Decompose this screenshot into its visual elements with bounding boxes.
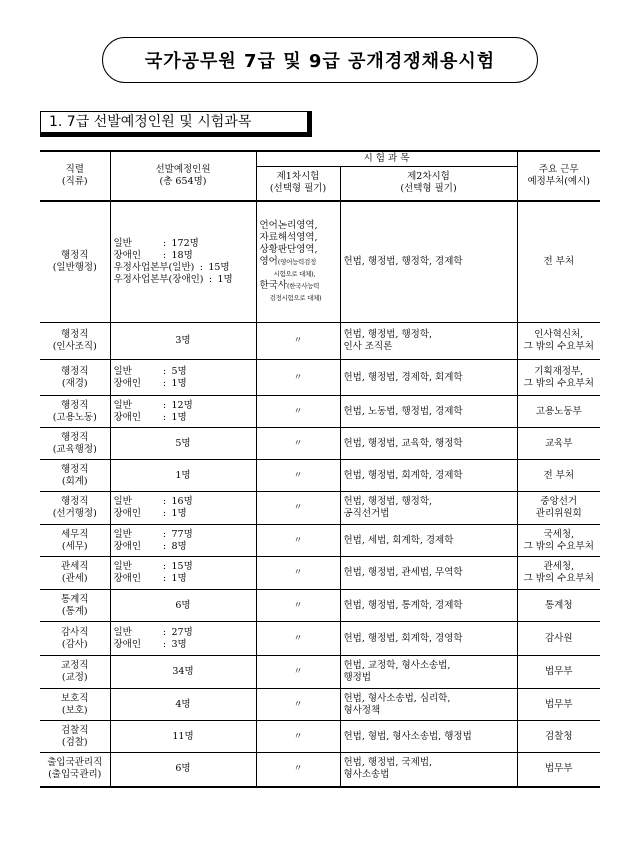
job-subtype: (재경): [61, 377, 88, 389]
english-note-cont: 시험으로 대체),: [273, 269, 316, 278]
recruit-count: 1명: [171, 573, 187, 584]
department-name: 전 부처: [543, 255, 575, 267]
header-department: 주요 근무 예정부처(예시): [517, 151, 600, 201]
table-row: [40, 396, 600, 428]
department-name: 교육부: [544, 437, 573, 449]
first-exam-subjects: [256, 201, 340, 323]
job-name: 행정직: [60, 463, 89, 475]
department-name: 그 밖의 수요부처: [523, 377, 594, 389]
recruit-colon: :: [162, 638, 167, 650]
second-exam-line: 인사 조직론: [343, 341, 393, 352]
table-row: [40, 360, 600, 396]
department-name: 통계청: [544, 599, 573, 611]
job-name: 보호직: [60, 692, 89, 704]
job-name: 교정직: [60, 660, 89, 671]
recruit-cell: [110, 492, 256, 525]
recruit-count: 15명: [208, 261, 230, 273]
recruit-colon: :: [162, 249, 167, 261]
department-cell: [517, 753, 600, 787]
second-exam-subjects: [340, 525, 517, 557]
first-exam-ditto: 〃: [256, 360, 340, 396]
recruit-colon: :: [162, 365, 167, 377]
header-second-exam: 제2차시험 (선택형 필기): [340, 167, 517, 201]
second-exam-line: 헌법, 형법, 형사소송법, 행정법: [343, 730, 472, 742]
recruit-count: 8명: [171, 540, 187, 552]
first-exam-ditto: 〃: [256, 492, 340, 525]
job-subtype: (인사조직): [52, 341, 97, 352]
first-exam-ditto: 〃: [256, 753, 340, 787]
recruit-line: [114, 274, 253, 286]
recruit-line: [114, 529, 253, 541]
department-cell: [517, 590, 600, 622]
department-cell: [517, 525, 600, 557]
second-exam-line: 공직선거법: [343, 508, 390, 519]
second-exam-subjects: [340, 622, 517, 656]
first-exam-line: 자료해석영역,: [259, 231, 318, 243]
first-exam-history: [260, 280, 337, 292]
first-exam-ditto: 〃: [256, 590, 340, 622]
department-name: 중앙선거: [540, 496, 578, 507]
second-exam-subjects: [340, 360, 517, 396]
first-exam-ditto: 〃: [256, 525, 340, 557]
table-row: [40, 492, 600, 525]
department-cell: [517, 689, 600, 721]
table-row: [40, 656, 600, 689]
job-name: 행정직: [60, 431, 89, 443]
recruit-count: 12명: [171, 399, 193, 411]
job-subtype: (교육행정): [52, 443, 97, 455]
recruit-count: 15명: [171, 561, 193, 572]
first-exam-ditto: 〃: [256, 689, 340, 721]
recruit-category: 장애인: [113, 377, 142, 389]
job-name: 감사직: [60, 626, 89, 638]
department-name: 검찰청: [544, 730, 573, 742]
department-name: 법무부: [544, 763, 573, 775]
job-cell: [40, 428, 110, 460]
recruit-colon: :: [162, 626, 167, 638]
recruit-total: 34명: [110, 656, 256, 689]
second-exam-subjects: [340, 201, 517, 323]
second-exam-line: 헌법, 행정법, 행정학, 경제학: [343, 255, 463, 267]
department-name: 법무부: [544, 666, 573, 677]
table-row: [40, 323, 600, 360]
recruit-cell: [110, 360, 256, 396]
department-name: 관세청,: [543, 561, 575, 572]
recruit-category: 일반: [113, 496, 132, 507]
first-exam-line: 언어논리영역,: [259, 219, 318, 231]
second-exam-line: 헌법, 행정법, 통계학, 경제학: [343, 599, 463, 611]
recruit-category: 장애인: [113, 411, 142, 423]
recruit-count: 16명: [171, 496, 193, 507]
second-exam-line: 헌법, 행정법, 회계학, 경영학: [343, 632, 463, 644]
table-row: [40, 721, 600, 753]
recruit-category: 일반: [113, 626, 132, 638]
second-exam-line: 헌법, 행정법, 관세법, 무역학: [343, 567, 463, 578]
job-name: 통계직: [60, 593, 89, 605]
job-name: 행정직: [60, 496, 89, 507]
job-subtype: (보호): [61, 704, 88, 716]
recruit-cell: [110, 622, 256, 656]
recruit-line: [114, 639, 253, 651]
recruit-count: 18명: [171, 249, 193, 261]
recruit-category: 일반: [113, 365, 132, 377]
section-heading: 1. 7급 선발예정인원 및 시험과목: [40, 111, 312, 137]
recruit-count: 5명: [171, 365, 187, 377]
table-row: [40, 557, 600, 590]
job-subtype: (관세): [61, 573, 88, 584]
second-exam-line: 헌법, 교정학, 형사소송법,: [343, 660, 451, 671]
english-label: 영어: [259, 255, 278, 267]
recruit-category: 우정사업본부(장애인): [113, 273, 204, 285]
department-cell: [517, 721, 600, 753]
second-exam-subjects: [340, 557, 517, 590]
recruit-category: 일반: [113, 237, 132, 249]
history-note: (한국사능력: [287, 281, 320, 290]
recruit-line: [114, 561, 253, 573]
second-exam-line: 형사정책: [343, 704, 381, 716]
recruit-count: 172명: [171, 237, 199, 249]
first-exam-ditto: 〃: [256, 460, 340, 492]
second-exam-line: 헌법, 행정법, 교육학, 행정학: [343, 437, 463, 449]
recruit-count: 1명: [171, 411, 187, 423]
job-subtype: (감사): [61, 638, 88, 650]
recruit-colon: :: [199, 261, 203, 273]
job-subtype: (검찰): [61, 736, 88, 748]
recruit-total: 5명: [110, 428, 256, 460]
second-exam-subjects: [340, 590, 517, 622]
job-name: 행정직: [60, 249, 89, 261]
job-cell: [40, 622, 110, 656]
recruit-category: 우정사업본부(일반): [113, 261, 195, 273]
table-row: [40, 590, 600, 622]
department-name: 전 부처: [543, 469, 575, 481]
second-exam-subjects: [340, 753, 517, 787]
recruit-total: 3명: [110, 323, 256, 360]
recruit-total: 11명: [110, 721, 256, 753]
table-row: [40, 525, 600, 557]
recruit-colon: :: [162, 377, 167, 389]
recruit-colon: :: [162, 573, 167, 584]
recruit-category: 일반: [113, 561, 132, 572]
job-cell: [40, 525, 110, 557]
recruit-count: 1명: [171, 377, 187, 389]
recruit-count: 77명: [171, 528, 193, 540]
job-name: 세무직: [60, 528, 89, 540]
job-cell: [40, 201, 110, 323]
second-exam-line: 헌법, 세법, 회계학, 경제학: [343, 534, 454, 546]
job-cell: [40, 360, 110, 396]
job-subtype: (통계): [61, 605, 88, 617]
header-exam-subjects: 시 험 과 목: [256, 151, 517, 167]
recruit-line: [114, 238, 253, 250]
recruit-count: 3명: [171, 638, 187, 650]
second-exam-line: 헌법, 행정법, 국제법,: [343, 757, 433, 769]
recruit-category: 일반: [113, 399, 132, 411]
first-exam-line: 상황판단영역,: [259, 243, 318, 255]
recruit-line: [114, 508, 253, 520]
second-exam-subjects: [340, 492, 517, 525]
recruit-total: 4명: [110, 689, 256, 721]
department-cell: [517, 622, 600, 656]
second-exam-subjects: [340, 428, 517, 460]
recruit-category: 장애인: [113, 249, 142, 261]
department-name: 국세청,: [543, 528, 575, 540]
department-cell: [517, 323, 600, 360]
table-row: [40, 201, 600, 323]
recruit-category: 장애인: [113, 638, 142, 650]
table-row: [40, 689, 600, 721]
second-exam-subjects: [340, 656, 517, 689]
recruit-cell: [110, 396, 256, 428]
header-recruit: 선발예정인원 (총 654명): [110, 151, 256, 201]
recruit-line: [114, 366, 253, 378]
job-subtype: (교정): [61, 672, 88, 683]
department-cell: [517, 201, 600, 323]
department-name: 관리위원회: [535, 508, 582, 519]
job-cell: [40, 323, 110, 360]
recruit-colon: :: [162, 496, 167, 507]
recruit-line: [114, 250, 253, 262]
job-cell: [40, 590, 110, 622]
recruit-line: [114, 400, 253, 412]
recruit-colon: :: [162, 508, 167, 519]
job-name: 행정직: [60, 329, 89, 340]
job-cell: [40, 753, 110, 787]
recruit-category: 일반: [113, 528, 132, 540]
recruit-total: 1명: [110, 460, 256, 492]
department-name: 법무부: [544, 698, 573, 710]
recruit-count: 1명: [217, 273, 233, 285]
job-subtype: (고용노동): [52, 411, 97, 423]
second-exam-line: 헌법, 행정법, 경제학, 회계학: [343, 371, 463, 383]
second-exam-line: 헌법, 행정법, 행정학,: [343, 329, 433, 340]
second-exam-line: 헌법, 노동법, 행정법, 경제학: [343, 405, 463, 417]
department-cell: [517, 460, 600, 492]
recruit-category: 장애인: [113, 540, 142, 552]
recruit-colon: :: [208, 273, 213, 285]
job-name: 출입국관리직: [47, 757, 103, 769]
department-name: 인사혁신처,: [534, 329, 584, 340]
english-note: (영어능력검정: [277, 257, 316, 266]
recruit-line: [114, 496, 253, 508]
second-exam-line: 헌법, 형사소송법, 심리학,: [343, 692, 451, 704]
recruit-cell: [110, 525, 256, 557]
job-name: 관세직: [60, 561, 89, 572]
recruit-count: 1명: [171, 508, 187, 519]
second-exam-subjects: [340, 460, 517, 492]
department-name: 기획재정부,: [534, 365, 584, 377]
job-cell: [40, 557, 110, 590]
second-exam-line: 형사소송법: [343, 769, 390, 781]
job-subtype: (선거행정): [52, 508, 97, 519]
recruit-cell: [110, 201, 256, 323]
recruit-total: 6명: [110, 753, 256, 787]
first-exam-ditto: 〃: [256, 622, 340, 656]
job-cell: [40, 721, 110, 753]
department-name: 그 밖의 수요부처: [523, 341, 594, 352]
department-cell: [517, 656, 600, 689]
table-row: [40, 460, 600, 492]
table-row: [40, 753, 600, 787]
department-name: 그 밖의 수요부처: [523, 540, 594, 552]
department-name: 그 밖의 수요부처: [523, 573, 594, 584]
exam-table: [40, 150, 600, 788]
job-subtype: (출입국관리): [48, 769, 102, 781]
first-exam-ditto: 〃: [256, 721, 340, 753]
header-job: 직렬 (직류): [40, 151, 110, 201]
recruit-colon: :: [162, 561, 167, 572]
header-first-exam: 제1차시험 (선택형 필기): [256, 167, 340, 201]
table-row: [40, 428, 600, 460]
recruit-colon: :: [162, 528, 167, 540]
first-exam-ditto: 〃: [256, 557, 340, 590]
document-title: 국가공무원 7급 및 9급 공개경쟁채용시험: [102, 37, 538, 83]
job-subtype: (일반행정): [52, 261, 97, 273]
recruit-line: [114, 573, 253, 585]
job-cell: [40, 492, 110, 525]
job-cell: [40, 689, 110, 721]
recruit-cell: [110, 557, 256, 590]
job-subtype: (회계): [61, 475, 88, 487]
history-note-cont: 검정시험으로 대체): [269, 293, 322, 302]
second-exam-subjects: [340, 689, 517, 721]
second-exam-subjects: [340, 721, 517, 753]
recruit-colon: :: [162, 399, 167, 411]
recruit-line: [114, 412, 253, 424]
first-exam-ditto: 〃: [256, 323, 340, 360]
job-cell: [40, 460, 110, 492]
recruit-total: 6명: [110, 590, 256, 622]
history-label: 한국사: [259, 279, 288, 291]
second-exam-line: 헌법, 행정법, 회계학, 경제학: [343, 469, 463, 481]
department-cell: [517, 396, 600, 428]
first-exam-english: [260, 256, 337, 268]
job-name: 행정직: [60, 365, 89, 377]
recruit-category: 장애인: [113, 508, 142, 519]
recruit-colon: :: [162, 540, 167, 552]
job-name: 행정직: [60, 399, 89, 411]
recruit-colon: :: [162, 411, 167, 423]
first-exam-ditto: 〃: [256, 656, 340, 689]
job-cell: [40, 396, 110, 428]
job-cell: [40, 656, 110, 689]
recruit-line: [114, 541, 253, 553]
recruit-count: 27명: [171, 626, 193, 638]
recruit-line: [114, 627, 253, 639]
recruit-category: 장애인: [113, 573, 142, 584]
department-name: 감사원: [544, 632, 573, 644]
first-exam-ditto: 〃: [256, 428, 340, 460]
department-name: 고용노동부: [535, 405, 582, 417]
first-exam-ditto: 〃: [256, 396, 340, 428]
job-subtype: (세무): [61, 540, 88, 552]
recruit-line: [114, 262, 253, 274]
second-exam-line: 헌법, 행정법, 행정학,: [343, 496, 433, 507]
second-exam-subjects: [340, 396, 517, 428]
department-cell: [517, 360, 600, 396]
recruit-line: [114, 378, 253, 390]
second-exam-line: 행정법: [343, 672, 372, 683]
job-name: 검찰직: [60, 724, 89, 736]
department-cell: [517, 428, 600, 460]
department-cell: [517, 557, 600, 590]
table-row: [40, 622, 600, 656]
second-exam-subjects: [340, 323, 517, 360]
recruit-colon: :: [162, 237, 167, 249]
department-cell: [517, 492, 600, 525]
